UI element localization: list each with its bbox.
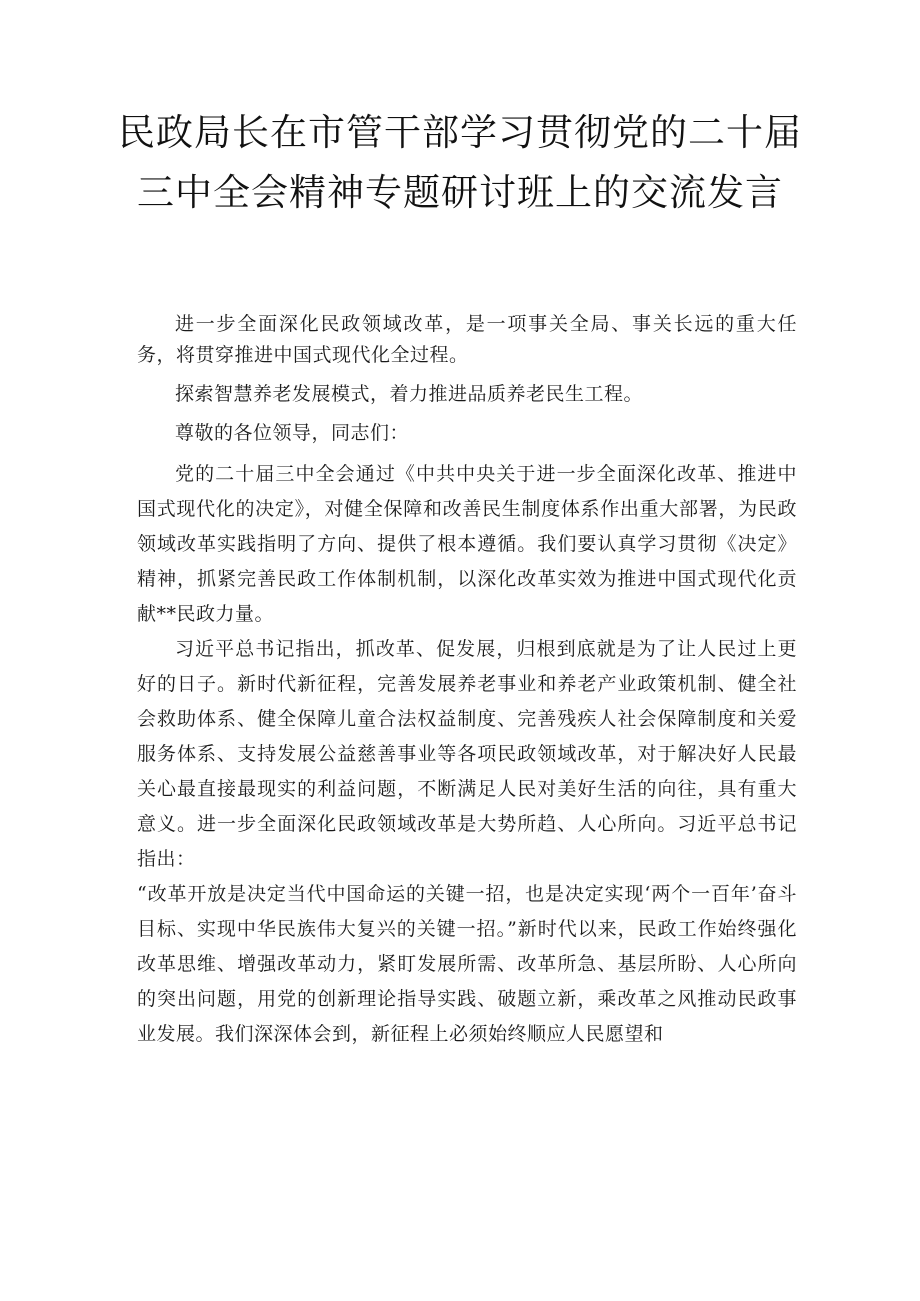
title-line-2: 三中全会精神专题研讨班上的交流发言 (137, 171, 783, 214)
body-paragraph: 习近平总书记指出，抓改革、促发展，归根到底就是为了让人民过上更好的日子。新时代新征程，完善发展养老事业和养老产业政策机制、健全社会救助体系、健全保障儿童合法权益制度、完善残疾人社会保障制度和关爱服务体系、支持发展公益慈善事业等各项民政领域改革，对于解决好人民最关心最直接最现实的利益问题，不断满足人民对美好生活的向往，具有重大意义。进一步全面深化民政领域改革是大势所趋、人心所向。习近平总书记指出： (137, 638, 797, 870)
body-paragraph: 党的二十届三中全会通过《中共中央关于进一步全面深化改革、推进中国式现代化的决定》，对健全保障和改善民生制度体系作出重大部署，为民政领域改革实践指明了方向、提供了根本遵循。我们要认真学习贯彻《决定》精神，抓紧完善民政工作体制机制，以深化改革实效为推进中国式现代化贡献**民政力量。 (137, 463, 797, 625)
body-paragraph: “改革开放是决定当代中国命运的关键一招，也是决定实现‘两个一百年’奋斗目标、实现中华民族伟大复兴的关键一招。”新时代以来，民政工作始终强化改革思维、增强改革动力，紧盯发展所需、改革所急、基层所盼、人心所向的突出问题，用党的创新理论指导实践、破题立新，乘改革之风推动民政事业发展。我们深深体会到，新征程上必须始终顺应人民愿望和 (137, 883, 797, 1045)
document-title (100, 103, 820, 223)
title-line-1: 民政局长在市管干部学习贯彻党的二十届 (118, 111, 802, 154)
subtitle-paragraph: 探索智慧养老发展模式，着力推进品质养老民生工程。 (175, 383, 644, 405)
abstract-paragraph: 进一步全面深化民政领域改革，是一项事关全局、事关长远的重大任务，将贯穿推进中国式现代化全过程。 (137, 313, 797, 366)
salutation: 尊敬的各位领导，同志们： (175, 422, 410, 444)
document-body (137, 309, 797, 1052)
